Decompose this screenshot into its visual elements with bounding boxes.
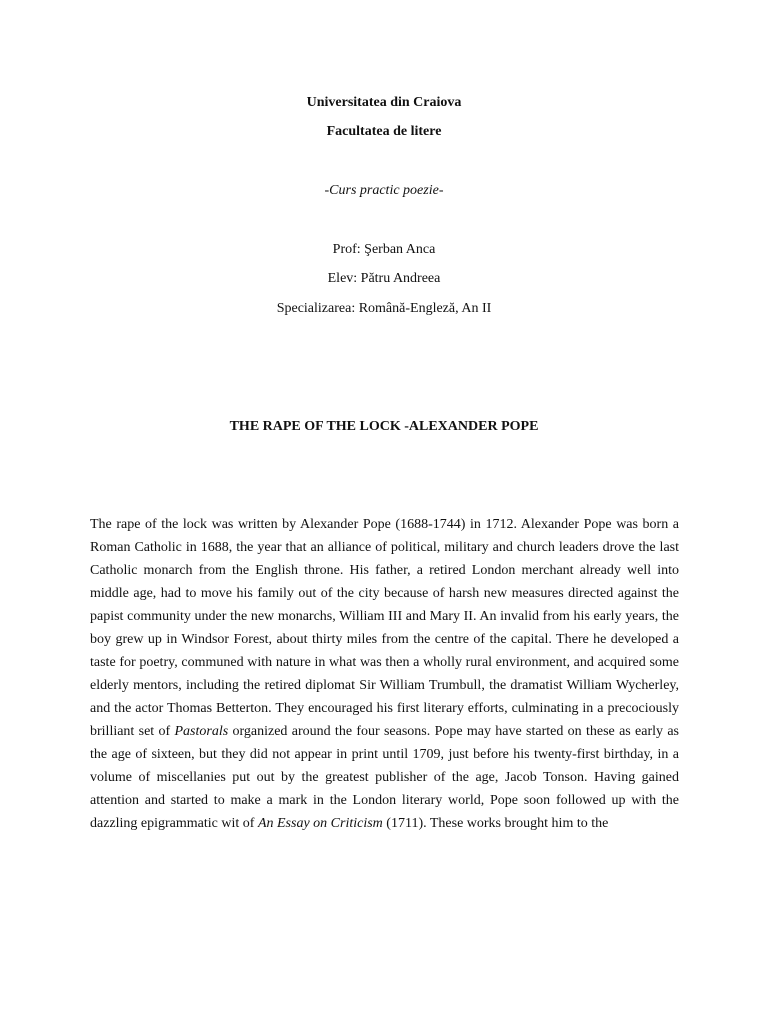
specialization: Specializarea: Română-Engleză, An II: [276, 301, 492, 316]
body-text: [90, 513, 679, 835]
document-title: THE RAPE OF THE LOCK -ALEXANDER POPE: [229, 419, 539, 434]
essay-title: An Essay on Criticism: [257, 816, 383, 831]
university-name: Universitatea din Craiova: [306, 95, 462, 110]
course-name: -Curs practic poezie-: [324, 183, 444, 198]
body-segment-1: The rape of the lock was written by Alexander Pope (1688-1744) in 1712. Alexander Pope was born a Roman Catholic in 1688, the year that an alliance of political, military and church leaders drove the last Catholic monarch from the English throne. His father, a retired London merchant already well into middle age, had to move his family out of the city because of harsh new measures directed against the papist community under the new monarchs, William III and Mary II. An invalid from his early years, the boy grew up in Windsor Forest, about thirty miles from the centre of the capital. There he developed a taste for poetry, communed with nature in what was then a wholly rural environment, and acquired some elderly mentors, including the retired diplomat Sir William Trumbull, the dramatist William Wycherley, and the actor Thomas Betterton. They encouraged his first literary efforts, culminating in a precociously brilliant set of: [90, 517, 679, 739]
body-paragraph: [90, 513, 679, 835]
faculty-name: Facultatea de litere: [326, 124, 442, 139]
body-segment-3: (1711). These works brought him to the: [382, 816, 609, 831]
student-name: Elev: Pătru Andreea: [327, 271, 441, 286]
body-segment-2: organized around the four seasons. Pope may have started on these as early as the age of sixteen, but they did not appear in print until 1709, just before his twenty-first birthday, in a volume of miscellanies put out by the greatest publisher of the age, Jacob Tonson. Having gained attention and started to make a mark in the London literary world, Pope soon followed up with the dazzling epigrammatic wit of: [90, 724, 679, 831]
pastorals-title: Pastorals: [174, 724, 229, 739]
professor-name: Prof: Şerban Anca: [332, 242, 436, 257]
